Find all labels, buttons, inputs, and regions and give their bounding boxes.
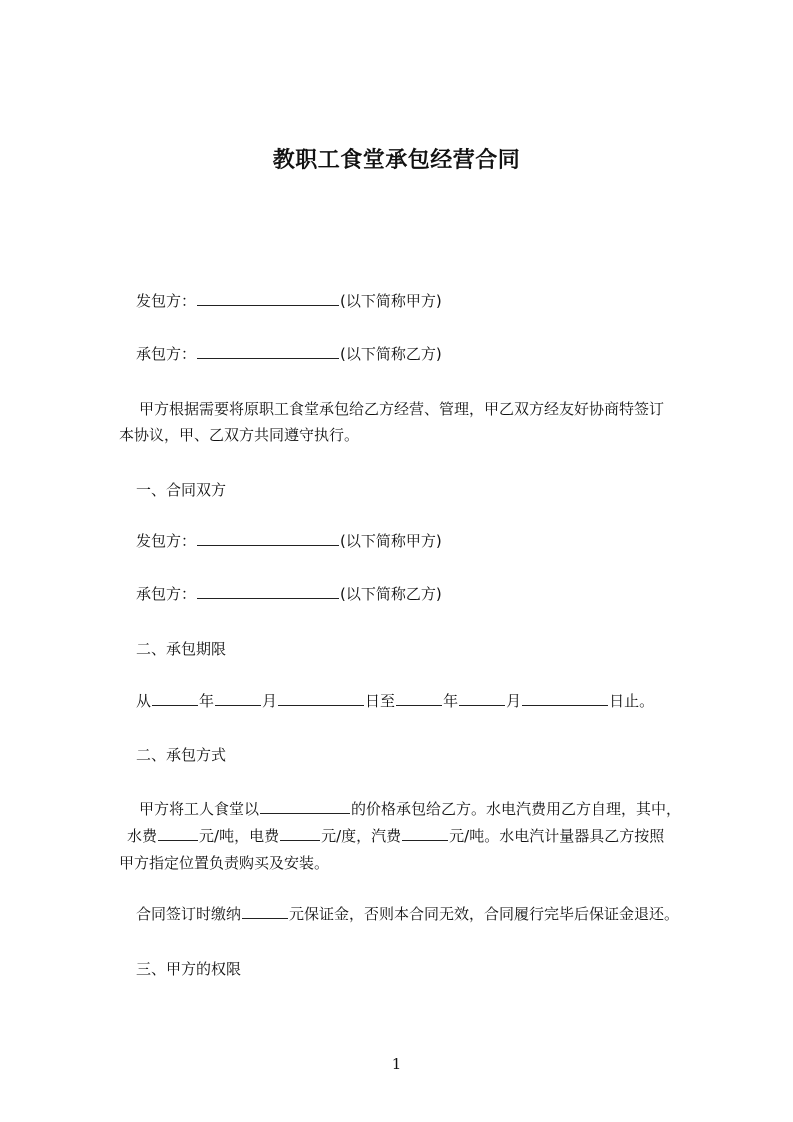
year-2-blank bbox=[396, 704, 442, 706]
day-1-blank bbox=[278, 704, 364, 706]
deposit-text-a: 合同签订时缴纳 bbox=[136, 905, 242, 923]
meter-text: 元/吨。水电汽计量器具乙方按照 bbox=[449, 827, 665, 845]
water-label: 水费 bbox=[127, 827, 158, 845]
section-1-party-a bbox=[136, 530, 442, 552]
term-year-1: 年 bbox=[199, 692, 215, 710]
contract-method-paragraph bbox=[119, 796, 699, 877]
method-line-2 bbox=[119, 823, 699, 850]
water-blank bbox=[158, 839, 198, 841]
section-3-heading: 二、承包方式 bbox=[136, 746, 227, 764]
party-a-label: 发包方： bbox=[136, 532, 197, 550]
party-a-label: 发包方： bbox=[136, 292, 197, 310]
page-number: 1 bbox=[391, 1055, 402, 1073]
term-from: 从 bbox=[136, 692, 152, 710]
section-1-heading: 一、合同双方 bbox=[136, 481, 227, 499]
month-2-blank bbox=[459, 704, 505, 706]
party-b-blank bbox=[197, 597, 339, 599]
electric-label: 元/吨，电费 bbox=[199, 827, 280, 845]
preamble-paragraph bbox=[119, 396, 699, 448]
method-text-b: 的价格承包给乙方。水电汽费用乙方自理，其中， bbox=[351, 800, 682, 818]
deposit-line bbox=[136, 903, 679, 925]
term-day-to: 日至 bbox=[365, 692, 396, 710]
deposit-blank bbox=[242, 917, 288, 919]
party-a-blank bbox=[197, 544, 339, 546]
section-2-heading: 二、承包期限 bbox=[136, 640, 227, 658]
term-month-1: 月 bbox=[262, 692, 278, 710]
preamble-line-2: 本协议，甲、乙双方共同遵守执行。 bbox=[119, 426, 360, 444]
method-text-a: 甲方将工人食堂以 bbox=[139, 800, 260, 818]
preamble-line-1: 甲方根据需要将原职工食堂承包给乙方经营、管理，甲乙双方经友好协商特签订 bbox=[139, 400, 665, 418]
price-blank bbox=[260, 812, 350, 814]
intro-party-b bbox=[136, 343, 442, 365]
electric-blank bbox=[280, 839, 320, 841]
month-1-blank bbox=[215, 704, 261, 706]
party-b-suffix: (以下简称乙方) bbox=[340, 345, 442, 363]
party-b-label: 承包方： bbox=[136, 585, 197, 603]
party-b-label: 承包方： bbox=[136, 345, 197, 363]
section-1-party-b bbox=[136, 583, 442, 605]
day-2-blank bbox=[522, 704, 608, 706]
term-line bbox=[136, 690, 654, 712]
year-1-blank bbox=[152, 704, 198, 706]
party-a-blank bbox=[197, 304, 339, 306]
steam-label: 元/度，汽费 bbox=[321, 827, 402, 845]
party-a-suffix: (以下简称甲方) bbox=[340, 292, 442, 310]
section-4-heading: 三、甲方的权限 bbox=[136, 960, 242, 978]
method-line-3: 甲方指定位置负责购买及安装。 bbox=[119, 854, 330, 872]
term-month-2: 月 bbox=[506, 692, 522, 710]
intro-party-a bbox=[136, 290, 442, 312]
term-day-end: 日止。 bbox=[609, 692, 655, 710]
deposit-text-b: 元保证金，否则本合同无效，合同履行完毕后保证金退还。 bbox=[289, 905, 680, 923]
term-year-2: 年 bbox=[443, 692, 459, 710]
party-b-blank bbox=[197, 357, 339, 359]
party-b-suffix: (以下简称乙方) bbox=[340, 585, 442, 603]
steam-blank bbox=[402, 839, 448, 841]
document-title: 教职工食堂承包经营合同 bbox=[272, 148, 521, 173]
method-line-1 bbox=[119, 796, 699, 823]
party-a-suffix: (以下简称甲方) bbox=[340, 532, 442, 550]
